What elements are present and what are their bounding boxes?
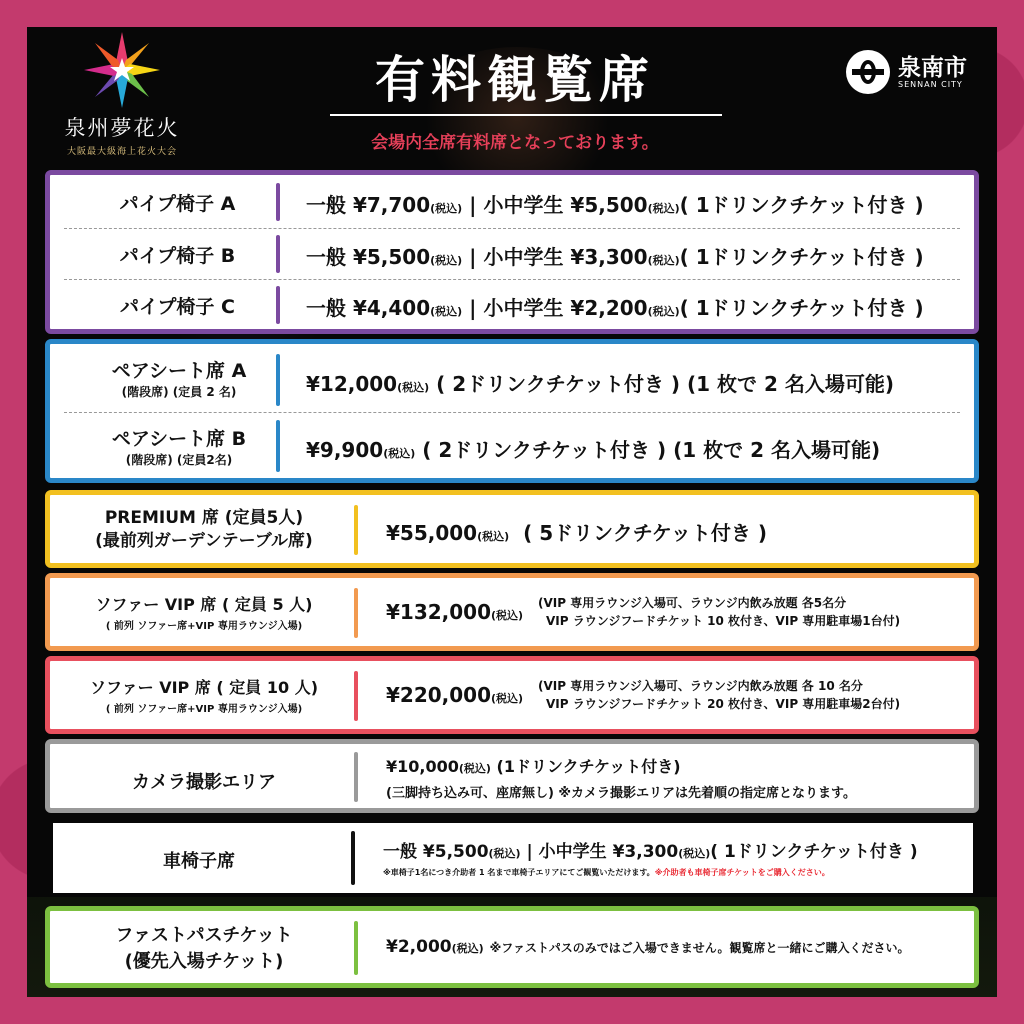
tax-note: (税込) [491,692,524,705]
pipe-chair-a-label: パイプ椅子 A [119,193,236,215]
vip5-sub: ( 前列 ソファー席+VIP 専用ラウンジ入場) [105,621,303,632]
tax-note: (税込) [647,202,680,215]
wheelchair-note [383,867,830,878]
price: ¥10,000 [386,757,459,776]
city-logo [846,50,967,94]
row-divider [354,671,358,721]
dashed-divider [64,412,960,413]
wheelchair-label: 車椅子席 [163,851,235,872]
vip10-price [386,683,523,707]
city-name-en: SENNAN CITY [898,79,963,89]
tax-note: (税込) [430,254,463,267]
row-divider [354,588,358,638]
title-underline [330,114,722,116]
drink-note: ( 1ドリンクチケット付き ) [679,245,924,269]
drink-note: (1ドリンクチケット付き) [496,757,681,776]
vip10-note [538,677,900,713]
sennan-city-mark-icon [846,50,890,94]
vip10-note-line2: VIP ラウンジフードチケット 20 枚付き、VIP 専用駐車場2台付) [546,697,901,711]
drink-note: ( 1ドリンクチケット付き ) [710,842,918,862]
child-price: 小中学生 ¥5,500 [483,193,648,217]
price: ¥12,000 [306,372,398,396]
sofa-vip-5-box [45,573,979,651]
row-divider [276,420,280,472]
vip5-note-line1: (VIP 専用ラウンジ入場可、ラウンジ内飲み放題 各5名分 [538,596,847,610]
drink-note: ( 1ドリンクチケット付き ) [679,296,924,320]
fast-pass-label [64,923,344,975]
row-divider [276,235,280,273]
premium-sub: (最前列ガーデンテーブル席) [95,531,313,551]
pair-seat-b-name: ペアシート席 B [111,428,247,450]
pipe-chair-c-label: パイプ椅子 C [120,296,235,318]
logo-subtitle: 大阪最大級海上花火大会 [66,147,177,157]
premium-price [386,517,767,546]
fast-pass-note: ※ファストパスのみではご入場できません。観覧席と一緒にご購入ください。 [489,941,910,955]
tax-note: (税込) [383,447,416,460]
pipe-chair-c-price [306,292,924,321]
row-divider [351,831,355,885]
price: ¥2,000 [386,937,452,957]
tax-note: (税込) [647,254,680,267]
premium-box [45,490,979,568]
wheelchair-box [53,823,973,893]
pair-seat-b-label [64,424,294,468]
pipe-chair-box [45,170,979,334]
camera-price [386,754,681,777]
row-divider [276,286,280,324]
vip5-note [538,594,900,630]
general-price: 一般 ¥4,400 [306,296,431,320]
vip5-note-line2: VIP ラウンジフードチケット 10 枚付き、VIP 専用駐車場1台付) [546,614,901,628]
tax-note: (税込) [491,609,524,622]
wheelchair-price [383,837,918,862]
child-price: 小中学生 ¥3,300 [538,842,679,862]
premium-label [64,507,344,553]
camera-note: (三脚持ち込み可、座席無し) ※カメラ撮影エリアは先着順の指定席となります。 [386,786,857,801]
vip5-name: ソファー VIP 席 ( 定員 5 人) [95,595,313,614]
general-price: 一般 ¥7,700 [306,193,431,217]
page-subtitle: 会場内全席有料席となっております。 [371,133,659,153]
tax-note: (税込) [488,847,521,860]
row-divider [276,354,280,406]
tax-note: (税込) [451,942,484,955]
vip5-label [64,592,344,632]
fast-pass-price [386,937,910,957]
vip10-name: ソファー VIP 席 ( 定員 10 人) [89,678,319,697]
general-price: 一般 ¥5,500 [383,842,489,862]
price: ¥220,000 [386,683,492,707]
premium-name: PREMIUM 席 (定員5人) [104,508,304,528]
fast-pass-sub: (優先入場チケット) [124,951,284,972]
separator: | [469,193,477,217]
wheelchair-note-text: ※車椅子1名につき介助者 1 名まで車椅子エリアにてご観覧いただけます。 [383,868,655,877]
separator: | [469,296,477,320]
vip10-label [64,675,344,715]
pair-seat-a-price [306,368,894,397]
pair-seat-b-capacity: (階段席) (定員2名) [125,453,233,467]
dashed-divider [64,228,960,229]
price: ¥55,000 [386,521,478,545]
tax-note: (税込) [430,202,463,215]
price: ¥9,900 [306,438,384,462]
child-price: 小中学生 ¥3,300 [483,245,648,269]
pair-seat-a-name: ペアシート席 A [111,360,247,382]
tax-note: (税込) [458,762,491,775]
city-name: 泉南市 [898,54,967,81]
fast-pass-name: ファストパスチケット [115,925,293,946]
logo-name: 泉州夢花火 [64,116,180,140]
separator: | [469,245,477,269]
row-divider [354,921,358,975]
vip5-price [386,600,523,624]
fast-pass-box [45,906,979,988]
tax-note: (税込) [678,847,711,860]
pipe-chair-b-price [306,241,924,270]
sofa-vip-10-box [45,656,979,734]
child-price: 小中学生 ¥2,200 [483,296,648,320]
row-divider [354,505,358,555]
vip10-note-line1: (VIP 専用ラウンジ入場可、ラウンジ内飲み放題 各 10 名分 [538,679,863,693]
pipe-chair-b-label: パイプ椅子 B [119,245,236,267]
pair-seat-b-price [306,434,880,463]
pair-seat-a-capacity: (階段席) (定員 2 名) [121,385,237,399]
row-divider [276,183,280,221]
pair-seat-box [45,339,979,483]
firework-logo-icon [82,30,162,110]
vip10-sub: ( 前列 ソファー席+VIP 専用ラウンジ入場) [105,704,303,715]
drink-note: ( 5ドリンクチケット付き ) [523,521,768,545]
tax-note: (税込) [477,530,510,543]
pipe-chair-a-price [306,189,924,218]
drink-note: ( 2ドリンクチケット付き ) (1 枚で 2 名入場可能) [422,438,881,462]
drink-note: ( 1ドリンクチケット付き ) [679,193,924,217]
tax-note: (税込) [430,305,463,318]
wheelchair-note-red: ※介助者も車椅子席チケットをご購入ください。 [654,868,830,877]
row-divider [354,752,358,802]
dashed-divider [64,279,960,280]
tax-note: (税込) [647,305,680,318]
camera-label: カメラ撮影エリア [132,772,276,793]
general-price: 一般 ¥5,500 [306,245,431,269]
pair-seat-a-label [64,356,294,400]
separator: | [526,842,533,862]
camera-area-box [45,739,979,813]
event-logo [52,30,192,157]
drink-note: ( 2ドリンクチケット付き ) (1 枚で 2 名入場可能) [436,372,895,396]
tax-note: (税込) [397,381,430,394]
page-title: 有料観覧席 [375,51,655,109]
price: ¥132,000 [386,600,492,624]
